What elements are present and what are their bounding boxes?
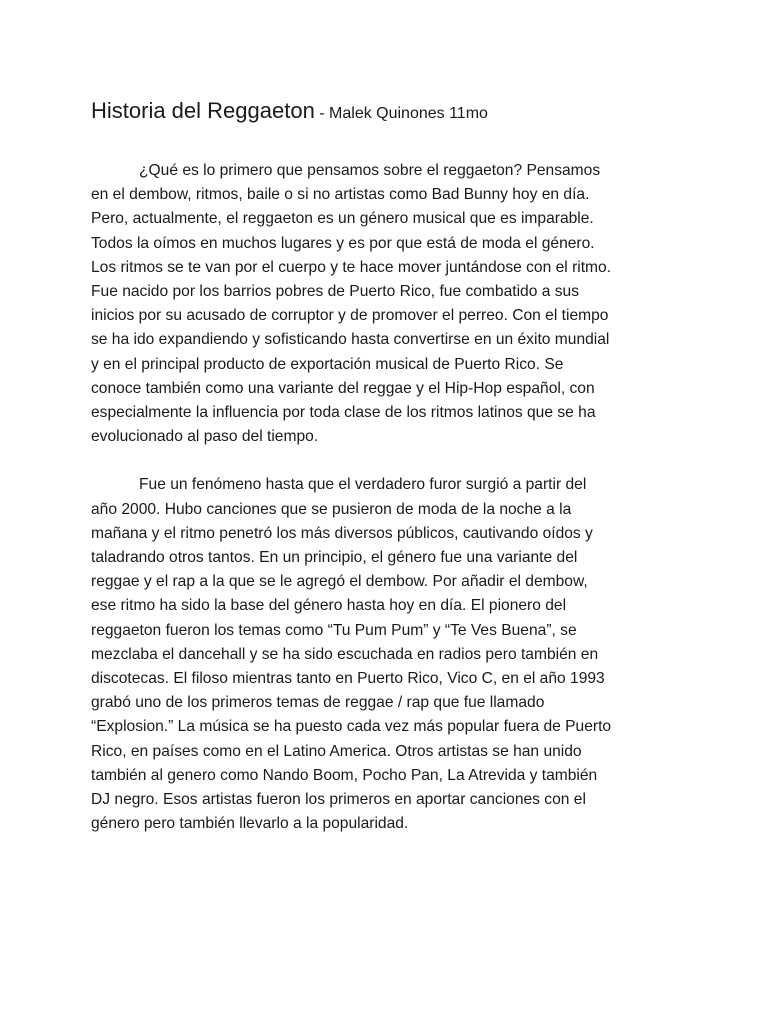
document-title: Historia del Reggaeton [91, 98, 315, 123]
paragraph-line: reggae y el rap a la que se le agregó el dembow. Por añadir el dembow, [91, 573, 588, 591]
paragraph-line: discotecas. El filoso mientras tanto en Puerto Rico, Vico C, en el año 1993 [91, 670, 605, 688]
paragraph-line: ese ritmo ha sido la base del género hasta hoy en día. El pionero del [91, 597, 567, 615]
document-author: Malek Quinones 11mo [329, 105, 488, 122]
paragraph-line: evolucionado al paso del tiempo. [91, 428, 319, 446]
paragraph-line: Rico, en países como en el Latino America. Otros artistas se han unido [91, 742, 582, 760]
paragraph-line: Fue nacido por los barrios pobres de Puerto Rico, fue combatido a sus [91, 283, 580, 301]
paragraph-line: se ha ido expandiendo y sofisticando hasta convertirse en un éxito mundial [91, 331, 610, 349]
paragraph-line: también al genero como Nando Boom, Pocho Pan, La Atrevida y también [91, 766, 598, 784]
paragraph-line: género pero también llevarlo a la popularidad. [91, 815, 409, 833]
document-page [91, 90, 691, 836]
paragraph-line: año 2000. Hubo canciones que se pusieron de moda de la noche a la [91, 500, 572, 518]
paragraph-2 [91, 473, 691, 836]
paragraph-line: ¿Qué es lo primero que pensamos sobre el reggaeton? Pensamos [139, 162, 601, 179]
paragraph-line: grabó uno de los primeros temas de reggae / rap que fue llamado [91, 694, 545, 712]
paragraph-line: especialmente la influencia por toda clase de los ritmos latinos que se ha [91, 404, 596, 422]
paragraph-line: inicios por su acusado de corruptor y de promover el perreo. Con el tiempo [91, 307, 609, 325]
paragraph-line: “Explosion.” La música se ha puesto cada vez más popular fuera de Puerto [91, 718, 612, 736]
paragraph-line: Todos la oímos en muchos lugares y es por que está de moda el género. [91, 234, 595, 252]
paragraph-line: taladrando otros tantos. En un principio, el género fue una variante del [91, 549, 578, 567]
paragraph-line: en el dembow, ritmos, baile o si no artistas como Bad Bunny hoy en día. [91, 186, 590, 204]
paragraph-1 [91, 159, 691, 449]
paragraph-line: Los ritmos se te van por el cuerpo y te hace mover juntándose con el ritmo. [91, 258, 612, 276]
paragraph-line: mezclaba el dancehall y se ha sido escuchada en radios pero también en [91, 645, 599, 663]
document-heading [91, 90, 691, 131]
paragraph-line: DJ negro. Esos artistas fueron los primeros en aportar canciones con el [91, 791, 586, 809]
title-separator: - [314, 105, 330, 122]
paragraph-line: Fue un fenómeno hasta que el verdadero furor surgió a partir del [139, 476, 587, 494]
paragraph-line: y en el principal producto de exportación musical de Puerto Rico. Se [91, 355, 564, 373]
paragraph-line: Pero, actualmente, el reggaeton es un género musical que es imparable. [91, 210, 594, 228]
paragraph-line: conoce también como una variante del reggae y el Hip-Hop español, con [91, 379, 595, 397]
paragraph-line: mañana y el ritmo penetró los más diversos públicos, cautivando oídos y [91, 524, 593, 542]
paragraph-line: reggaeton fueron los temas como “Tu Pum Pum” y “Te Ves Buena”, se [91, 621, 577, 639]
